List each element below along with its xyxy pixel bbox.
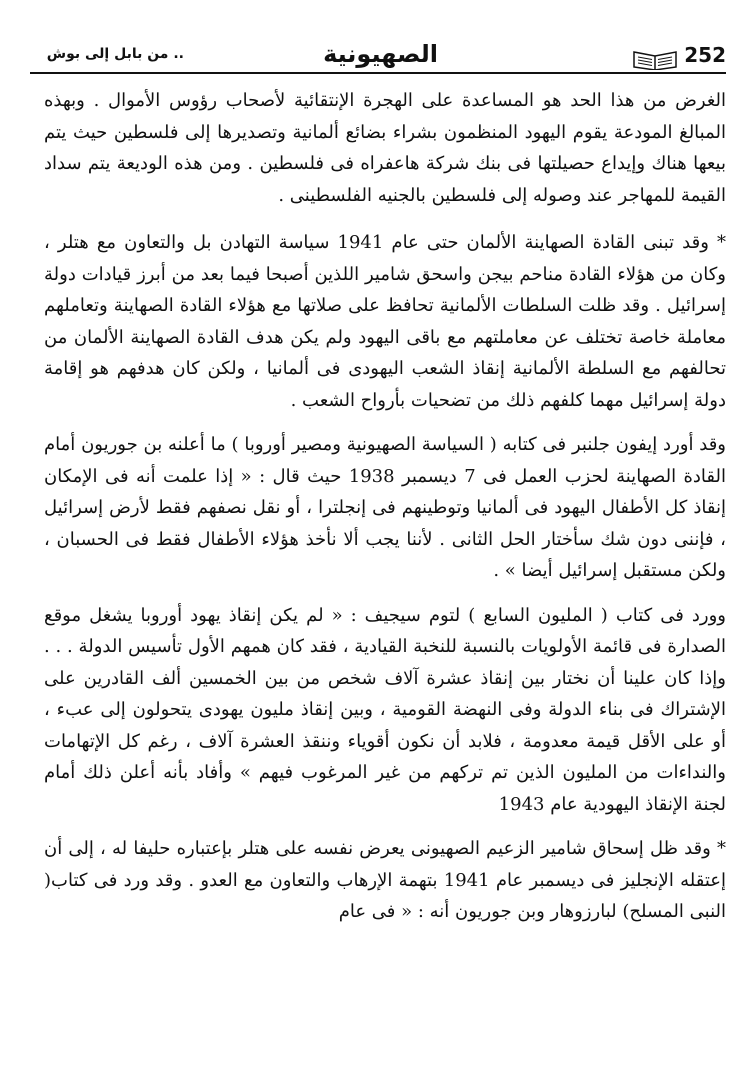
page-body	[44, 85, 726, 941]
page-header	[30, 38, 726, 80]
paragraph: * وقد ظل إسحاق شامير الزعيم الصهيونى يعرض نفسه على هتلر بإعتباره حليفا له ، إلى أن إعتقله الإنجليز فى ديسمبر عام 1941 بتهمة الإرهاب والتعاون مع العدو . وقد ورد فى كتاب( النبى المسلح) لبارزوهار وبن جوريون أنه : « فى عام	[44, 838, 727, 922]
book-subtitle: .. من بابل إلى بوش	[30, 46, 188, 62]
paragraph: وورد فى كتاب ( المليون السابع ) لتوم سيجيف : « لم يكن إنقاذ يهود أوروبا يشغل موقع الصدارة فى قائمة الأولويات بالنسبة للنخبة القيادية ، فقد كان همهم الأول تأسيس الدولة . . . وإذا كان علينا أن نختار بين إنقاذ عشرة آلاف شخص من بين الخمسين ألف القادرين على الإشتراك فى بناء الدولة وفى النهضة القومية ، وبين إنقاذ مليون يهودى يتحولون إلى عبء ، أو على الأقل قيمة معدومة ، فلابد أن نكون أقوياء وننقذ العشرة آلاف ، رغم كل الإتهامات والنداءات من المليون الذين تم تركهم من غير المرغوب فيهم » وأفاد بأنه أعلن ذلك أمام لجنة الإنقاذ اليهودية عام 1943	[44, 604, 726, 815]
header-rule	[30, 72, 726, 74]
paragraph: وقد أورد إيفون جلنبر فى كتابه ( السياسة الصهيونية ومصير أوروبا ) ما أعلنه بن جوريون أمام القادة الصهاينة لحزب العمل فى 7 ديسمبر 1938 حيث قال : « إذا علمت أنه فى الإمكان إنقاذ كل الأطفال اليهود فى ألمانيا وتوطينهم فى إنجلترا ، أو نقل نصفهم فقط لأرض إسرائيل ، فإننى دون شك سأختار الحل الثانى . لأننا يجب ألا نأخذ هؤلاء الأطفال فقط فى الحسبان ، ولكن مستقبل إسرائيل أيضا » .	[44, 434, 726, 581]
paragraph: الغرض من هذا الحد هو المساعدة على الهجرة الإنتقائية لأصحاب رؤوس الأموال . وبهذه المبالغ المودعة يقوم اليهود المنظمون بشراء بضائع ألمانية وتصديرها إلى فلسطين حيث يتم بيعها هناك وإيداع حصيلتها فى بنك شركة هاعفراه فى فلسطين . ومن هذه الوديعة يتم سداد القيمة للمهاجر عند وصوله إلى فلسطين بالجنيه الفلسطينى .	[44, 90, 726, 206]
open-book-icon	[632, 48, 678, 70]
book-title: الصهيونية	[130, 40, 446, 68]
paragraph: * وقد تبنى القادة الصهاينة الألمان حتى عام 1941 سياسة التهادن بل والتعاون مع هتلر ، وكان من هؤلاء القادة مناحم بيجن واسحق شامير اللذين أصبحا فيما بعد من أبرز قيادات دولة إسرائيل . وقد ظلت السلطات الألمانية تحافظ على صلاتها مع هؤلاء القادة الصهاينة وتعاملهم معاملة خاصة تختلف عن معاملتهم مع باقى اليهود ولم يكن هدف القادة الصهاينة الألمان من تحالفهم مع السلطة الألمانية إنقاذ الشعب اليهودى فى ألمانيا ، ولكن كان هدفهم هو إقامة دولة إسرائيل مهما كلفهم ذلك من تضحيات بأرواح الشعب .	[44, 232, 726, 411]
page-number: 252	[684, 43, 726, 67]
